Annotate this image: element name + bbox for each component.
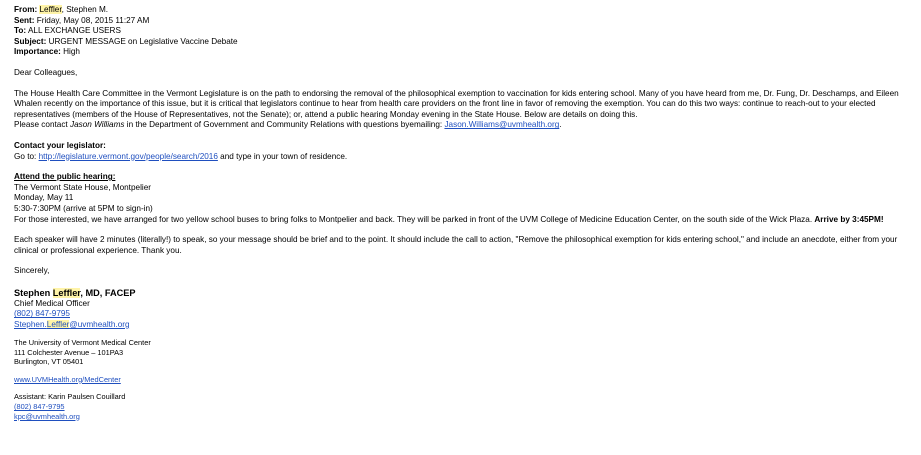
signature-phone-link[interactable]: (802) 847-9795	[14, 309, 70, 319]
hearing-date: Monday, May 11	[14, 193, 74, 203]
goto-post: and type in your town of residence.	[217, 151, 348, 161]
org-street: 111 Colchester Avenue – 101PA3	[14, 347, 124, 357]
org-city: Burlington, VT 05401	[14, 357, 84, 367]
signature-email-line	[14, 320, 914, 330]
subject-line	[14, 37, 914, 48]
bus-text: For those interested, we have arranged for two yellow school buses to bring folks to Montpelier and back. They will be parked in front of the UVM College of Medicine Education Center, on the south side of the Wick Plaza.	[14, 214, 815, 224]
email-document	[14, 5, 914, 421]
contact-mid: in the Department of Government and Community Relations with questions byemailing:	[124, 120, 445, 130]
assistant-name: Assistant: Karin Paulsen Couillard	[14, 392, 126, 402]
signature-title: Chief Medical Officer	[14, 298, 90, 308]
legislator-heading: Contact your legislator:	[14, 140, 106, 150]
signature-email-surname: Leffler	[46, 319, 70, 329]
to-label: To:	[14, 26, 27, 36]
contact-paragraph	[14, 120, 914, 131]
hearing-time: 5:30-7:30PM (arrive at 5PM to sign-in)	[14, 203, 153, 213]
website-link[interactable]: www.UVMHealth.org/MedCenter	[14, 374, 121, 384]
sent-value: Friday, May 08, 2015 11:27 AM	[36, 15, 150, 25]
hearing-heading: Attend the public hearing:	[14, 172, 116, 182]
signature-name-pre: Stephen	[14, 287, 53, 298]
assistant-email-link[interactable]: kpc@uvmhealth.org	[14, 411, 80, 421]
signature-email-pre: Stephen.	[14, 319, 47, 329]
from-label: From:	[14, 5, 38, 14]
hearing-place: The Vermont State House, Montpelier	[14, 182, 151, 192]
signature-email-link[interactable]	[14, 320, 130, 329]
contact-name: Jason Williams	[69, 120, 125, 130]
closing: Sincerely,	[14, 266, 50, 276]
speaker-paragraph: Each speaker will have 2 minutes (literally!) to speak, so your message should be brief and to the point. It should include the call to action, "Remove the philosophical exemption for kids entering school," and include an anecdote, either from your clinical or professional experience. Thank you.	[14, 235, 898, 255]
subject-label: Subject:	[14, 36, 47, 46]
subject-value: URGENT MESSAGE on Legislative Vaccine Debate	[48, 36, 238, 46]
email-header	[14, 5, 914, 58]
importance-line	[14, 47, 914, 58]
legislature-link[interactable]: http://legislature.vermont.gov/people/search/2016	[38, 151, 218, 161]
bus-arrive: Arrive by 3:45PM!	[814, 214, 884, 224]
to-line	[14, 26, 914, 37]
signature-name-post: , MD, FACEP	[80, 287, 136, 298]
signature-email-post: @uvmhealth.org	[69, 319, 130, 329]
goto-pre: Go to:	[14, 151, 39, 161]
signature-surname: Leffler	[52, 287, 81, 298]
from-line	[14, 5, 914, 16]
importance-label: Importance:	[14, 47, 61, 57]
sent-line	[14, 16, 914, 27]
goto-line	[14, 152, 914, 163]
greeting: Dear Colleagues,	[14, 67, 78, 77]
contact-pre: Please contact	[14, 120, 70, 130]
org-name: The University of Vermont Medical Center	[14, 338, 151, 348]
from-surname: Leffler	[39, 5, 62, 14]
paragraph-intro: The House Health Care Committee in the Vermont Legislature is on the path to endorsing the removal of the philosophical exemption to vaccination for kids entering school. Many of you have heard from me, Dr. Fung, Dr. Deschamps, and Eileen Whalen recently on the importance of this issue, but it is critical that legislators continue to hear from health care providers on the front line in favor of removing the exemption. You can do this two ways: continue to reach-out to your elected representatives (members of the House of Representatives, not the Senate); or, attend a public hearing Monday evening in the State House. Below are details on doing this.	[14, 88, 899, 119]
assistant-phone-link[interactable]: (802) 847-9795	[14, 402, 65, 412]
sent-label: Sent:	[14, 15, 35, 25]
contact-email-link[interactable]: Jason.Williams@uvmhealth.org	[444, 120, 560, 130]
signature-name	[14, 287, 914, 299]
to-value: ALL EXCHANGE USERS	[27, 26, 121, 36]
bus-paragraph	[14, 215, 914, 226]
from-rest: , Stephen M.	[61, 5, 109, 14]
contact-end: .	[559, 120, 562, 130]
signature-block	[14, 287, 914, 421]
importance-value: High	[63, 47, 80, 57]
